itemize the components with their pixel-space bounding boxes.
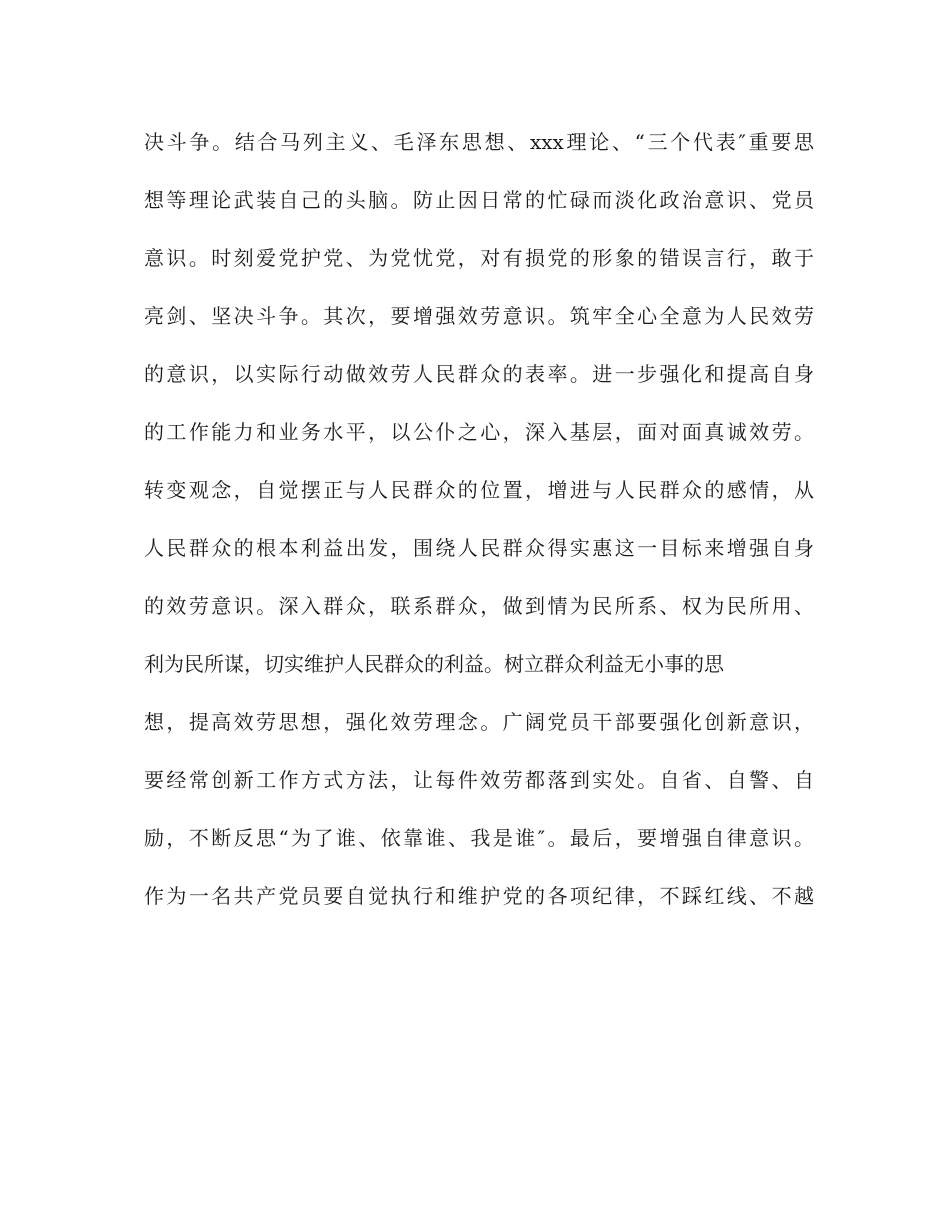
text-line: 意识。时刻爱党护党、为党忧党，对有损党的形象的错误言行，敢于: [144, 246, 814, 270]
text-line: 要经常创新工作方式方法，让每件效劳都落到实处。自省、自警、自: [144, 768, 814, 792]
text-line: 利为民所谋，切实维护人民群众的利益。树立群众利益无小事的思: [144, 652, 724, 676]
text-line: 人民群众的根本利益出发，围绕人民群众得实惠这一目标来增强自身: [144, 536, 814, 560]
text-line: 的效劳意识。深入群众，联系群众，做到情为民所系、权为民所用、: [144, 594, 814, 618]
text-line: 的意识，以实际行动做效劳人民群众的表率。进一步强化和提高自身: [144, 362, 814, 386]
text-line: 想等理论武装自己的头脑。防止因日常的忙碌而淡化政治意识、党员: [144, 188, 814, 212]
body-text: [144, 120, 814, 932]
text-line: 的工作能力和业务水平，以公仆之心，深入基层，面对面真诚效劳。: [144, 420, 814, 444]
text-line: 转变观念，自觉摆正与人民群众的位置，增进与人民群众的感情，从: [144, 478, 814, 502]
text-line: 决斗争。结合马列主义、毛泽东思想、xxx理论、“三个代表″重要思: [144, 130, 814, 154]
text-line: 亮剑、坚决斗争。其次，要增强效劳意识。筑牢全心全意为人民效劳: [144, 304, 814, 328]
text-line: 想，提高效劳思想，强化效劳理念。广阔党员干部要强化创新意识，: [144, 710, 814, 734]
text-line: 励，不断反思“为了谁、依靠谁、我是谁″。最后，要增强自律意识。: [144, 826, 814, 850]
text-line: 作为一名共产党员要自觉执行和维护党的各项纪律，不踩红线、不越: [144, 884, 814, 908]
